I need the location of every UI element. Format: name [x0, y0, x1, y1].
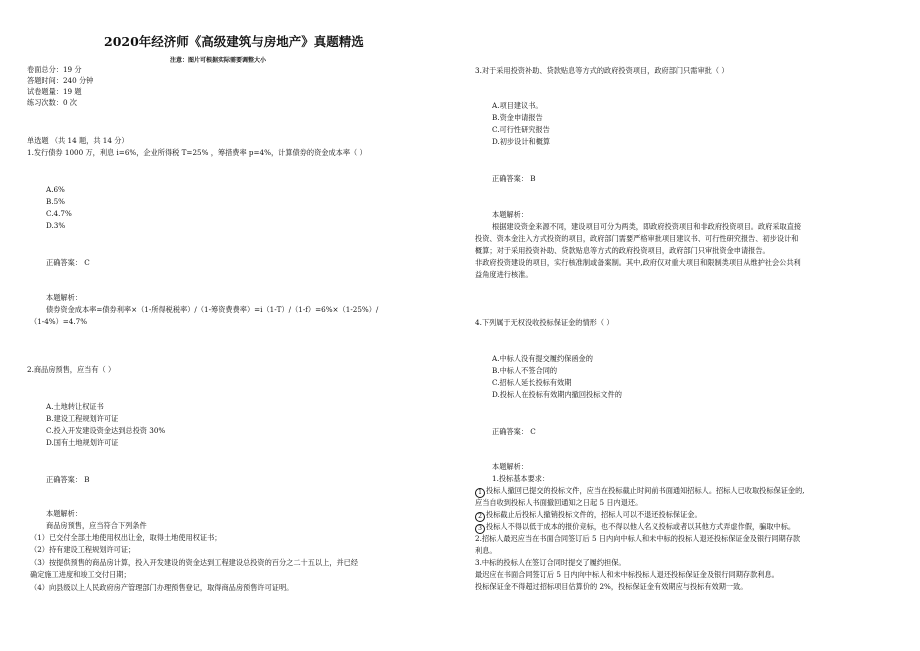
q4-circled-item: 3 投标人不得以低于成本的报价竞标，也不得以他人名义投标或者以其他方式弄虚作假，骗取中标。 — [475, 522, 795, 534]
q2-option-b: B.建设工程规划许可证 — [46, 414, 119, 423]
q1-analysis-line-1: 债券资金成本率=债券利率×（1-所得税税率）/（1-筹资费费率）=i（1-T）/（1-f）=6%×（1-25%）/ — [46, 305, 379, 314]
question-3-stem: 3.对于采用投资补助、贷款贴息等方式的政府投资项目，政府部门只需审批（ ） — [475, 66, 729, 75]
q4-option-a: A.中标人没有提交履约保函金的 — [492, 354, 593, 363]
q4-analysis-line: 利息。 — [475, 546, 497, 555]
q2-analysis-line: 确定施工进度和竣工交付日期； — [30, 570, 131, 579]
q2-option-d: D.国有土地规划许可证 — [46, 438, 119, 447]
meta-practice: 练习次数：0 次 — [27, 98, 77, 107]
q4-analysis-line: 3.中标的投标人在签订合同时提交了履约担保。 — [475, 558, 626, 567]
q3-analysis-line: 概算；对于采用投资补助、贷款贴息等方式的政府投资项目，政府部门只审批资金申请报告。 — [475, 246, 770, 255]
q4-analysis-line: 最迟应在书面合同签订后 5 日内向中标人和未中标投标人退还投标保证金及银行同期存款利息。 — [475, 570, 779, 579]
q1-option-d: D.3% — [46, 221, 66, 230]
page-note: 注意：图片可根据实际需要调整大小 — [170, 57, 267, 64]
q4-option-c: C.招标人延长投标有效期 — [492, 378, 572, 387]
q2-answer: 正确答案： B — [46, 475, 90, 484]
q3-analysis-line: 投资、资本金注入方式投资的项目，政府部门需要严格审批项目建议书、可行性研究报告、初步设计和 — [475, 234, 799, 243]
page-title: 2020年经济师《高级建筑与房地产》真题精选 — [104, 34, 364, 49]
q1-option-b: B.5% — [46, 197, 65, 206]
q2-option-a: A.土地转让权证书 — [46, 402, 104, 411]
question-4-stem: 4.下列属于无权没收投标保证金的情形（ ） — [475, 318, 614, 327]
question-1-stem: 1.发行债券 1000 万，利息 i=6%，企业所得税 T=25% ，筹措费率 p=4%，计算债券的资金成本率（ ） — [27, 148, 367, 157]
q2-analysis-line: （3）按提供预售的商品房计算，投入开发建设的资金达到工程建设总投资的百分之二十五以上，并已经 — [30, 558, 359, 567]
q1-analysis-label: 本题解析： — [46, 293, 82, 302]
question-2-stem: 2.商品房预售，应当有（ ） — [27, 365, 116, 374]
q2-analysis-line: （2）持有建设工程规划许可证； — [30, 545, 136, 554]
q2-analysis-line: （1）已交付全部土地使用权出让金，取得土地使用权证书； — [30, 533, 222, 542]
q3-option-a: A.项目建议书。 — [492, 101, 543, 110]
q1-analysis-line-2: （1-4%）=4.7% — [30, 317, 88, 326]
section-heading: 单选题 （共 14 题，共 14 分） — [27, 136, 129, 145]
meta-time: 答题时间：240 分钟 — [27, 76, 94, 85]
circled-number-icon: 1 — [475, 488, 485, 498]
q4-option-b: B.中标人不签合同的 — [492, 366, 558, 375]
q3-option-c: C.可行性研究报告 — [492, 125, 550, 134]
q3-answer: 正确答案： B — [492, 174, 536, 183]
q1-answer: 正确答案： C — [46, 258, 90, 267]
q4-option-d: D.投标人在投标有效期内撤回投标文件的 — [492, 390, 622, 399]
q4-analysis-head: 1.投标基本要求： — [492, 474, 550, 483]
meta-count: 试卷题量：19 题 — [27, 87, 82, 96]
q3-option-b: B.资金申请报告 — [492, 113, 543, 122]
q3-analysis-label: 本题解析： — [492, 210, 528, 219]
circled-number-icon: 3 — [475, 524, 485, 534]
q3-option-d: D.初步设计和概算 — [492, 137, 551, 146]
q2-analysis-line: （4）向县级以上人民政府房产管理部门办理预售登记，取得商品房预售许可证明。 — [30, 583, 294, 592]
q2-analysis-label: 本题解析： — [46, 509, 82, 518]
q2-analysis-line: 商品房预售，应当符合下列条件 — [46, 521, 147, 530]
q3-analysis-line: 益角度进行核准。 — [475, 270, 533, 279]
q4-analysis-line: 2.招标人最迟应当在书面合同签订后 5 日内向中标人和未中标的投标人退还投标保证金及银行同期存款 — [475, 534, 801, 543]
q1-option-a: A.6% — [46, 185, 65, 194]
q4-analysis-label: 本题解析： — [492, 462, 528, 471]
circled-number-icon: 2 — [475, 512, 485, 522]
q2-option-c: C.投入开发建设资金达到总投资 30% — [46, 426, 166, 435]
q4-answer: 正确答案： C — [492, 427, 536, 436]
q3-analysis-line: 非政府投资建设的项目，实行核准制或备案制。其中,政府仅对重大项目和限制类项目从维护社会公共利 — [475, 258, 801, 267]
q4-circled-item: 1 投标人撤回已提交的投标文件，应当在投标截止时间前书面通知招标人。招标人已收取投标保证金的, — [475, 486, 805, 498]
q4-circled-continuation: 应当自收到投标人书面撤回通知之日起 5 日内退还。 — [475, 498, 643, 507]
q1-option-c: C.4.7% — [46, 209, 72, 218]
q3-analysis-line: 根据建设资金来源不同，建设项目可分为两类，即政府投资项目和非政府投资项目。政府采取直接 — [492, 222, 802, 231]
meta-total-score: 卷面总分：19 分 — [27, 65, 82, 74]
q4-circled-item: 2 投标截止后投标人撤销投标文件的，招标人可以不退还投标保证金。 — [475, 510, 702, 522]
q4-analysis-line: 投标保证金不得超过招标项目估算价的 2%，投标保证金有效期应与投标有效期一致。 — [475, 582, 748, 591]
